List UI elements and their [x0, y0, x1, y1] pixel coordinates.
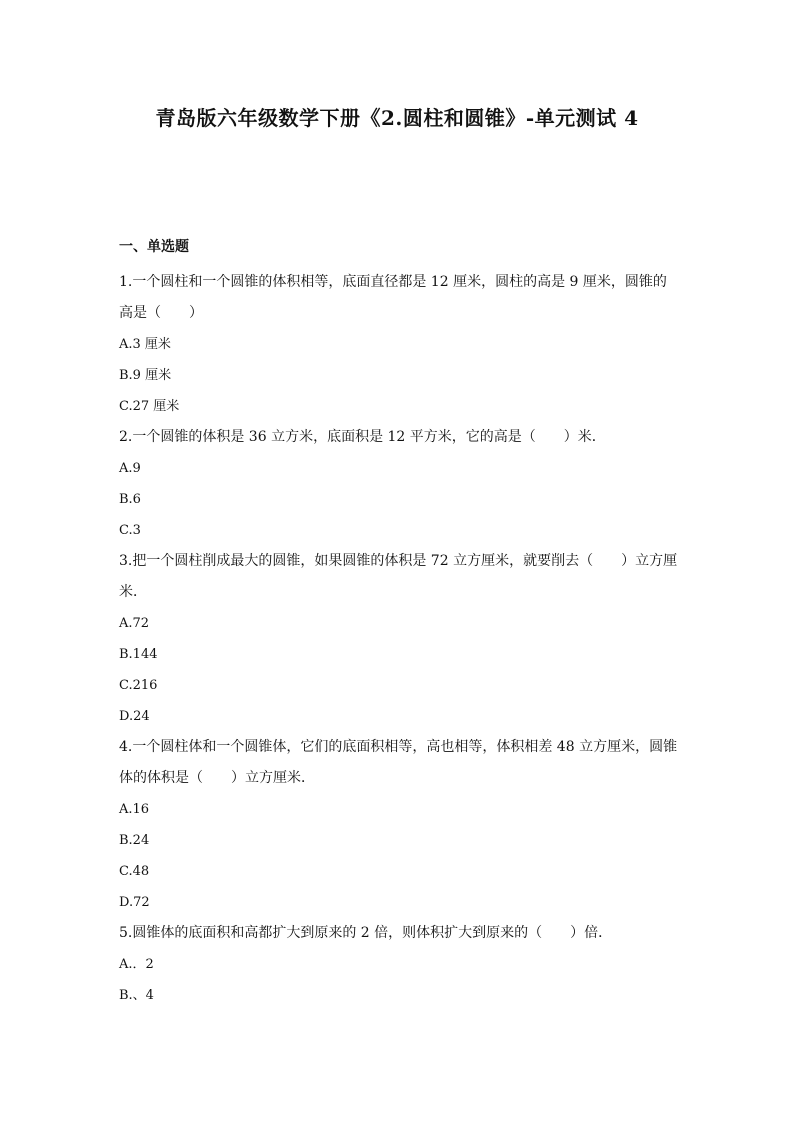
option-c: C.48 [119, 864, 150, 879]
question-3 [119, 546, 679, 732]
option-b: B.144 [119, 647, 158, 662]
question-2 [119, 422, 679, 546]
option-b: B.、4 [119, 988, 154, 1003]
question-5 [119, 918, 679, 1011]
option-a: A.3 厘米 [119, 337, 171, 352]
option-a: A.72 [119, 616, 150, 631]
option-b: B.9 厘米 [119, 368, 172, 383]
option-c: C.3 [119, 523, 141, 538]
question-text: 5.圆锥体的底面积和高都扩大到原来的 2 倍，则体积扩大到原来的（ ）倍． [119, 925, 613, 941]
question-4 [119, 732, 679, 918]
question-text: 4.一个圆柱体和一个圆锥体，它们的底面积相等，高也相等，体积相差 48 立方厘米，圆锥体的体积是（ ）立方厘米． [119, 739, 678, 786]
question-1 [119, 267, 679, 422]
question-text: 2.一个圆锥的体积是 36 立方米，底面积是 12 平方米，它的高是（ ）米． [119, 429, 606, 445]
option-c: C.27 厘米 [119, 399, 180, 414]
option-d: D.24 [119, 709, 150, 724]
option-d: D.72 [119, 895, 150, 910]
option-b: B.24 [119, 833, 150, 848]
question-text: 1.一个圆柱和一个圆锥的体积相等，底面直径都是 12 厘米，圆柱的高是 9 厘米，圆锥的高是（ ） [119, 274, 667, 321]
document-body [119, 236, 679, 1011]
option-a: A.16 [119, 802, 150, 817]
section-title: 一、单选题 [119, 239, 189, 255]
option-c: C.216 [119, 678, 158, 693]
option-b: B.6 [119, 492, 141, 507]
option-a: A.9 [119, 461, 141, 476]
document-title: 青岛版六年级数学下册《2.圆柱和圆锥》-单元测试 4 [155, 106, 639, 130]
option-a: A.．2 [119, 957, 154, 972]
question-text: 3.把一个圆柱削成最大的圆锥，如果圆锥的体积是 72 立方厘米，就要削去（ ）立方厘米． [119, 553, 678, 600]
